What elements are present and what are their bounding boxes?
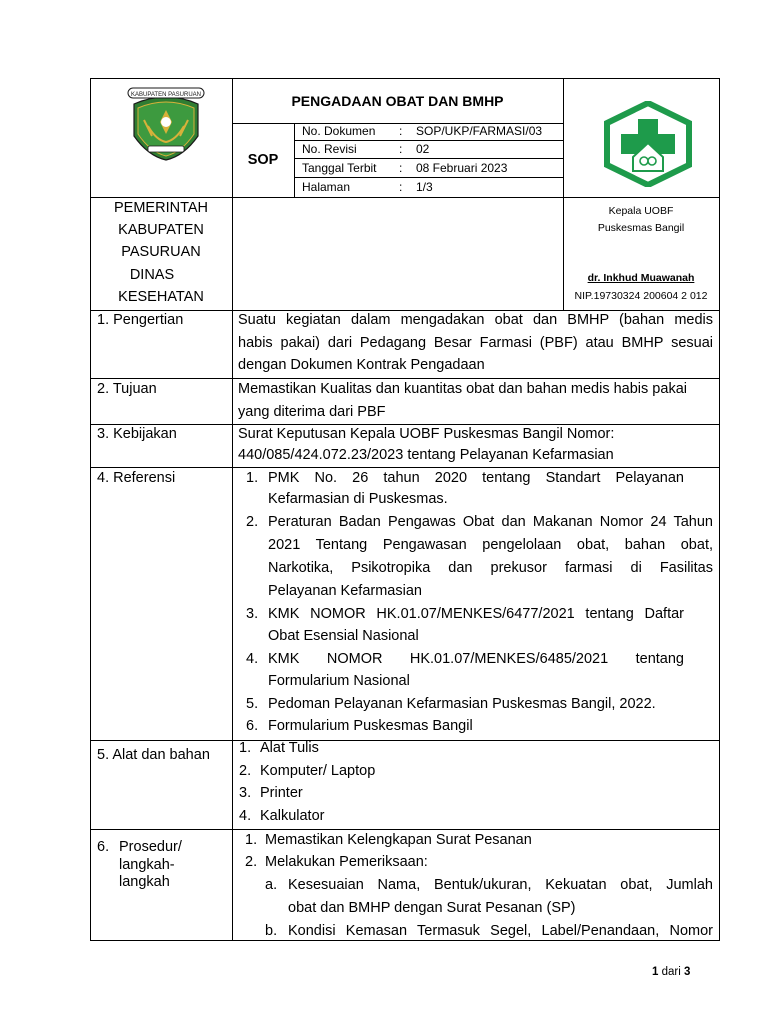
border-meta-1: [294, 140, 563, 141]
page-number: 1: [652, 966, 659, 978]
alat-item: Kalkulator: [260, 808, 325, 824]
prosedur-subitem-line: Kesesuaian Nama, Bentuk/ukuran, Kekuatan obat, Jumlah: [288, 877, 713, 893]
meta-label-no-dokumen: No. Dokumen: [302, 124, 376, 138]
alat-item: Printer: [260, 785, 303, 801]
signatory-position-1: Kepala UOBF: [608, 205, 674, 217]
border-row-3: [90, 467, 720, 468]
alat-item-number: 4.: [239, 808, 252, 824]
border-row-1: [90, 378, 720, 379]
meta-sep: :: [399, 180, 403, 194]
referensi-item-line: PMK No. 26 tahun 2020 tentang Standart Pelayanan: [268, 470, 684, 486]
institution-line-5: KESEHATAN: [118, 289, 204, 305]
section-label-prosedur: langkah-: [119, 857, 175, 873]
prosedur-subitem-line: obat dan BMHP dengan Surat Pesanan (SP): [288, 900, 576, 916]
section-label-prosedur: Prosedur/: [119, 839, 182, 855]
referensi-item-number: 3.: [246, 606, 259, 622]
referensi-item-number: 2.: [246, 514, 259, 530]
meta-value-no-dokumen: SOP/UKP/FARMASI/03: [416, 124, 543, 138]
alat-item-number: 2.: [239, 763, 252, 779]
referensi-item-line: Kefarmasian di Puskesmas.: [268, 491, 448, 507]
referensi-item-number: 4.: [246, 651, 259, 667]
referensi-item-line: Narkotika, Psikotropika dan prekusor farmasi di Fasilitas: [268, 560, 713, 576]
meta-label-halaman: Halaman: [302, 180, 351, 194]
prosedur-subitem-letter: a.: [265, 877, 278, 893]
border-header-col1: [232, 78, 233, 311]
border-bottom: [90, 940, 720, 941]
prosedur-item-number: 1.: [245, 832, 258, 848]
section-label-alat-dan-bahan: 5. Alat dan bahan: [97, 747, 210, 763]
prosedur-item-number: 2.: [245, 854, 258, 870]
prosedur-subitem-letter: b.: [265, 923, 278, 939]
alat-item: Alat Tulis: [260, 740, 319, 756]
prosedur-item: Memastikan Kelengkapan Surat Pesanan: [265, 832, 532, 848]
kabupaten-pasuruan-crest: [124, 82, 208, 169]
institution-line-1: PEMERINTAH: [114, 200, 208, 216]
border-top: [90, 78, 720, 79]
pengertian-line: habis pakai) dari Pedagang Besar Farmasi (PBF) atau BMHP sesuai: [238, 335, 713, 351]
alat-item-number: 3.: [239, 785, 252, 801]
border-row-5: [90, 829, 720, 830]
meta-label-tanggal-terbit: Tanggal Terbit: [302, 161, 377, 175]
prosedur-item: Melakukan Pemeriksaan:: [265, 854, 428, 870]
tujuan-line: yang diterima dari PBF: [238, 404, 386, 420]
border-right: [719, 78, 720, 941]
page-separator: dari: [658, 966, 684, 978]
signatory-position-2: Puskesmas Bangil: [597, 222, 685, 234]
section-label-pengertian: 1. Pengertian: [97, 312, 184, 328]
border-meta-3: [294, 177, 563, 178]
meta-value-tanggal-terbit: 08 Februari 2023: [416, 161, 508, 175]
section-label-kebijakan: 3. Kebijakan: [97, 426, 177, 442]
page-total: 3: [683, 966, 691, 978]
kebijakan-line: 440/085/424.072.23/2023 tentang Pelayanan Kefarmasian: [238, 447, 614, 463]
referensi-item-line: Pelayanan Kefarmasian: [268, 583, 422, 599]
alat-item-number: 1.: [239, 740, 252, 756]
prosedur-subitem-line: Kondisi Kemasan Termasuk Segel, Label/Penandaan, Nomor: [288, 923, 713, 939]
alat-item: Komputer/ Laptop: [260, 763, 376, 779]
pengertian-line: Suatu kegiatan dalam mengadakan obat dan BMHP (bahan medis: [238, 312, 713, 328]
kebijakan-line: Surat Keputusan Kepala UOBF Puskesmas Bangil Nomor:: [238, 426, 615, 442]
sop-label: SOP: [247, 152, 279, 168]
institution-line-2: KABUPATEN: [118, 222, 204, 238]
institution-line-3: PASURUAN: [121, 244, 201, 260]
referensi-item-line: Formularium Nasional: [268, 673, 410, 689]
signatory-name: dr. Inkhud Muawanah: [587, 272, 695, 284]
svg-text:KABUPATEN PASURUAN: KABUPATEN PASURUAN: [130, 92, 202, 98]
document-title: PENGADAAN OBAT DAN BMHP: [291, 93, 504, 109]
tujuan-line: Memastikan Kualitas dan kuantitas obat dan bahan medis habis pakai: [238, 381, 687, 397]
section-label-tujuan: 2. Tujuan: [97, 381, 157, 397]
meta-value-halaman: 1/3: [416, 180, 433, 194]
border-row-4: [90, 740, 720, 741]
meta-sep: :: [399, 142, 403, 156]
border-body-col: [232, 310, 233, 941]
section-label-referensi: 4. Referensi: [97, 470, 176, 486]
referensi-item-number: 6.: [246, 718, 259, 734]
referensi-item-number: 5.: [246, 696, 259, 712]
section-number-prosedur: 6.: [97, 839, 110, 855]
referensi-item-line: KMK NOMOR HK.01.07/MENKES/6477/2021 tentang Daftar: [268, 606, 684, 622]
referensi-item-line: 2021 Tentang Pengawasan pengelolaan obat, bahan obat,: [268, 537, 713, 553]
section-label-prosedur: langkah: [119, 874, 170, 890]
referensi-item-line: KMK NOMOR HK.01.07/MENKES/6485/2021 tentang: [268, 651, 684, 667]
pengertian-line: dengan Dokumen Kontrak Pengadaan: [238, 357, 485, 373]
meta-sep: :: [399, 124, 403, 138]
referensi-item-line: Pedoman Pelayanan Kefarmasian Puskesmas Bangil, 2022.: [268, 696, 656, 712]
referensi-item-line: Obat Esensial Nasional: [268, 628, 419, 644]
puskesmas-logo: [603, 101, 693, 192]
referensi-item-number: 1.: [246, 470, 259, 486]
signatory-nip: NIP.19730324 200604 2 012: [574, 290, 708, 302]
page-footer: [652, 965, 690, 979]
border-meta-col: [294, 123, 295, 198]
meta-sep: :: [399, 161, 403, 175]
referensi-item-line: Formularium Puskesmas Bangil: [268, 718, 473, 734]
meta-value-no-revisi: 02: [416, 142, 430, 156]
meta-label-no-revisi: No. Revisi: [302, 142, 357, 156]
institution-line-4: DINAS: [129, 267, 175, 283]
border-meta-2: [294, 158, 563, 159]
referensi-item-line: Peraturan Badan Pengawas Obat dan Makanan Nomor 24 Tahun: [268, 514, 713, 530]
